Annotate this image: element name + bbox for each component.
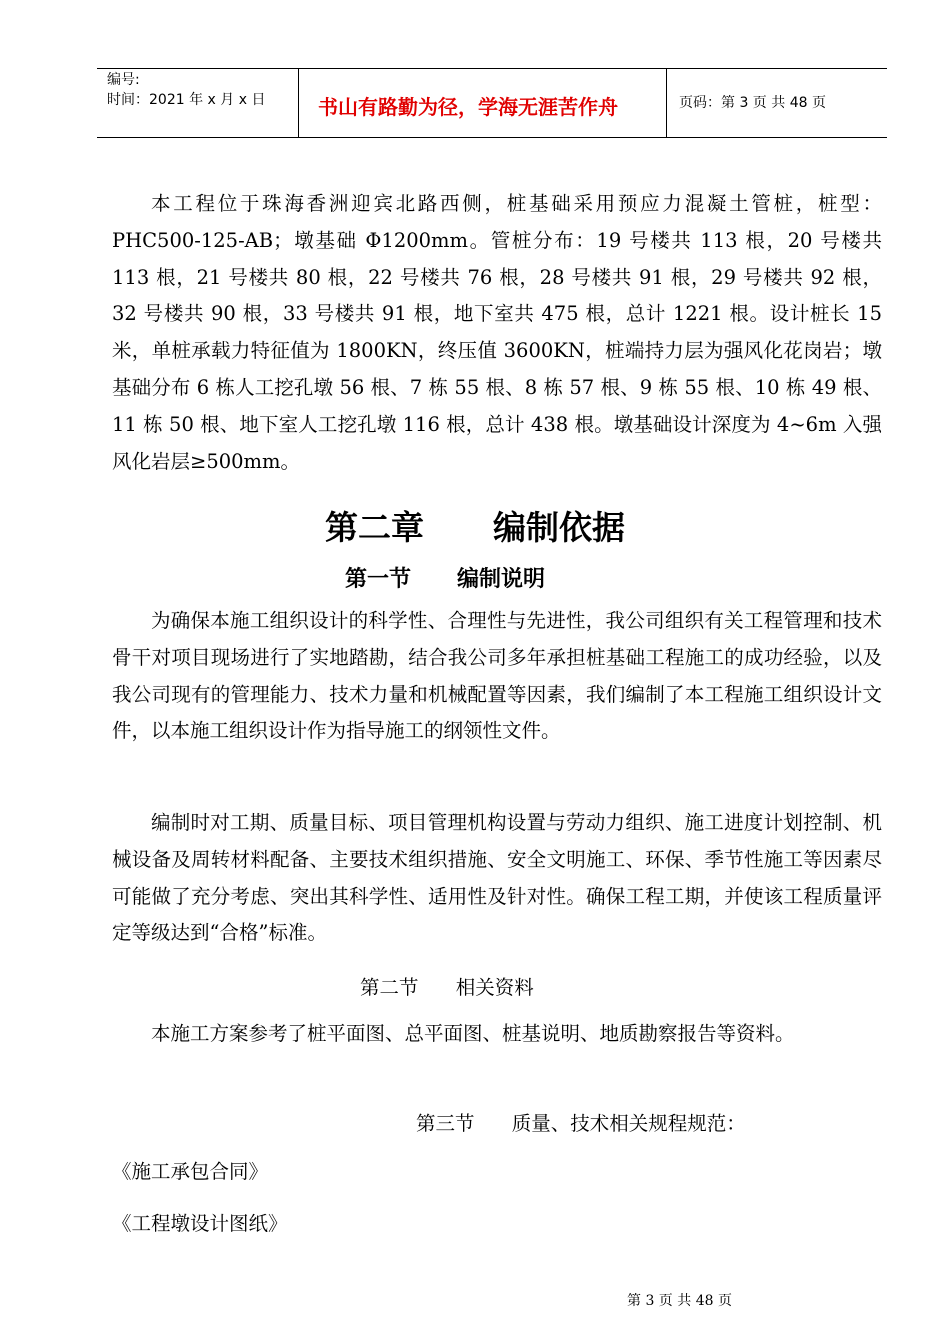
number-label: 编号: <box>107 72 140 88</box>
header-left-cell <box>97 69 299 137</box>
header-motto: 书山有路勤为径，学海无涯苦作舟 <box>318 95 618 119</box>
section2-title: 第二节 相关资料 <box>360 976 534 999</box>
intro-paragraph: 本工程位于珠海香洲迎宾北路西侧，桩基础采用预应力混凝土管桩，桩型：PHC500-125-AB；墩基础 Φ1200mm。管桩分布：19 号楼共 113 根，20 号楼共 113 根，21 号楼共 80 根，22 号楼共 76 根，28 号楼共 91 根，29 号楼共 92 根，32 号楼共 90 根，33 号楼共 91 根，地下室共 475 根，总计 1221 根。设计桩长 15 米，单桩承载力特征值为 1800KN，终压值 3600KN，桩端持力层为强风化花岗岩；墩基础分布 6 栋人工挖孔墩 56 根、7 栋 55 根、8 栋 57 根、9 栋 55 根、10 栋 49 根、11 栋 50 根、地下室人工挖孔墩 116 根，总计 438 根。墩基础设计深度为 4~6m 入强风化岩层≥500mm。 <box>112 192 882 473</box>
section1-title: 第一节 编制说明 <box>345 567 545 592</box>
header-page-info: 页码：第 3 页 共 48 页 <box>679 95 826 111</box>
section1-paragraph-1: 为确保本施工组织设计的科学性、合理性与先进性，我公司组织有关工程管理和技术骨干对项目现场进行了实地踏勘，结合我公司多年承担桩基础工程施工的成功经验，以及我公司现有的管理能力、技术力量和机械配置等因素，我们编制了本工程施工组织设计文件，以本施工组织设计作为指导施工的纲领性文件。 <box>112 609 882 743</box>
time-label: 时间：2021 年 x 月 x 日 <box>107 92 266 108</box>
page-footer: 第 3 页 共 48 页 <box>627 1293 732 1309</box>
section3-title: 第三节 质量、技术相关规程规范： <box>416 1112 746 1135</box>
chapter-title: 第二章 编制依据 <box>325 508 625 547</box>
reference-item: 《施工承包合同》 <box>112 1160 269 1183</box>
page-header <box>97 68 887 138</box>
section1-paragraph-2: 编制时对工期、质量目标、项目管理机构设置与劳动力组织、施工进度计划控制、机械设备及周转材料配备、主要技术组织措施、安全文明施工、环保、季节性施工等因素尽可能做了充分考虑、突出其科学性、适用性及针对性。确保工程工期，并使该工程质量评定等级达到“合格”标准。 <box>112 811 882 945</box>
reference-item: 《工程墩设计图纸》 <box>112 1212 288 1235</box>
header-motto-cell <box>298 69 667 137</box>
header-right-cell <box>667 69 887 137</box>
section2-paragraph: 本施工方案参考了桩平面图、总平面图、桩基说明、地质勘察报告等资料。 <box>151 1022 795 1045</box>
